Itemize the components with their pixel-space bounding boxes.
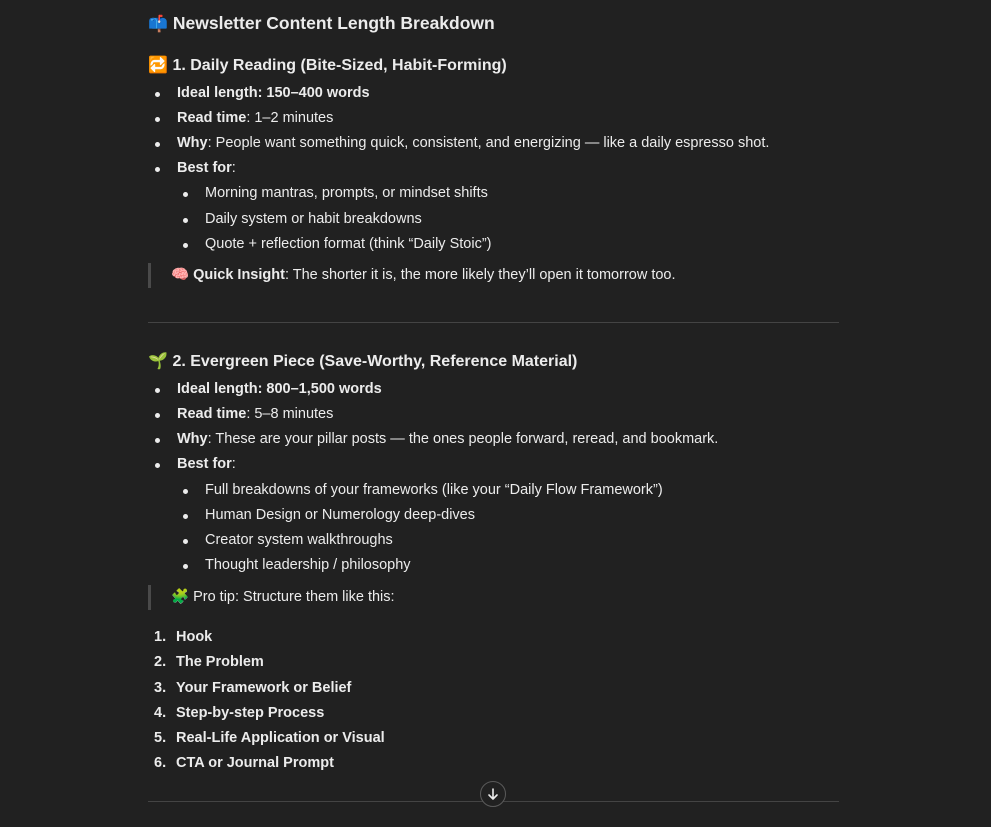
list-item-label: Why: [177, 431, 208, 447]
list-item-label: Why: [177, 135, 208, 151]
list-item-label: Ideal length: 800–1,500 words: [177, 381, 382, 397]
list-number: 4.: [154, 705, 167, 721]
list-item: [177, 160, 236, 176]
seedling-icon: 🌱: [148, 353, 168, 370]
sub-list-item: Daily system or habit breakdowns: [205, 211, 422, 227]
puzzle-icon: 🧩: [171, 589, 190, 605]
quote-body: Pro tip: Structure them like this:: [193, 589, 395, 605]
section-1-heading-text: 1. Daily Reading (Bite-Sized, Habit-Forming): [172, 57, 507, 74]
list-item-text: Hook: [176, 629, 213, 645]
list-number: 5.: [154, 730, 167, 746]
list-item: [177, 381, 382, 397]
list-number: 1.: [154, 629, 167, 645]
sub-list-item: Creator system walkthroughs: [205, 532, 393, 548]
page-title-text: Newsletter Content Length Breakdown: [172, 13, 495, 33]
scroll-to-bottom-button[interactable]: [480, 781, 506, 807]
blockquote: [148, 263, 751, 288]
list-number: 6.: [154, 755, 167, 771]
blockquote: [148, 585, 751, 610]
section-2-heading-text: 2. Evergreen Piece (Save-Worthy, Reference Material): [172, 353, 578, 370]
list-item-text: Your Framework or Belief: [176, 680, 352, 696]
list-item-text: Real-Life Application or Visual: [176, 730, 385, 746]
blockquote-text: [171, 588, 395, 605]
ordered-list-item: [148, 730, 385, 746]
list-item: [177, 110, 333, 126]
ordered-list-item: [148, 629, 212, 645]
ordered-list-item: [148, 654, 264, 670]
list-item: [177, 406, 333, 422]
sub-list-item: Quote + reflection format (think “Daily Stoic”): [205, 236, 492, 252]
divider: [148, 322, 839, 323]
list-item-text: : 1–2 minutes: [246, 110, 334, 126]
quote-body: : The shorter it is, the more likely they’ll open it tomorrow too.: [284, 267, 676, 283]
quote-label: Quick Insight: [193, 267, 285, 283]
list-number: 3.: [154, 680, 167, 696]
list-item-label: Best for: [177, 456, 232, 472]
sub-list-item: Morning mantras, prompts, or mindset shifts: [205, 185, 488, 201]
list-item-label: Read time: [177, 406, 247, 422]
list-item-label: Best for: [177, 160, 232, 176]
list-item-label: Ideal length: 150–400 words: [177, 85, 370, 101]
list-number: 2.: [154, 654, 167, 670]
list-item-text: : These are your pillar posts — the ones people forward, reread, and bookmark.: [207, 431, 719, 447]
page-title: [148, 13, 495, 34]
list-item: [177, 85, 370, 101]
repeat-icon: 🔁: [148, 57, 168, 74]
list-item-text: : People want something quick, consistent, and energizing — like a daily espresso shot.: [207, 135, 770, 151]
ordered-list-item: [148, 755, 334, 771]
sub-list-item: Thought leadership / philosophy: [205, 557, 411, 573]
section-1-heading: [148, 55, 507, 75]
arrow-down-icon: [486, 787, 500, 801]
list-item-label: Read time: [177, 110, 247, 126]
list-item: [177, 456, 236, 472]
list-item: [177, 431, 718, 447]
section-2-heading: [148, 351, 577, 371]
list-item-text: :: [231, 160, 236, 176]
list-item-text: : 5–8 minutes: [246, 406, 334, 422]
list-item-text: The Problem: [176, 654, 264, 670]
list-item-text: CTA or Journal Prompt: [176, 755, 334, 771]
list-item-text: Step-by-step Process: [176, 705, 325, 721]
sub-list-item: Human Design or Numerology deep-dives: [205, 507, 475, 523]
ordered-list-item: [148, 705, 324, 721]
brain-icon: 🧠: [171, 267, 190, 283]
list-item: [177, 135, 769, 151]
list-item-text: :: [231, 456, 236, 472]
blockquote-text: [171, 266, 676, 283]
sub-list-item: Full breakdowns of your frameworks (like your “Daily Flow Framework”): [205, 482, 663, 498]
ordered-list-item: [148, 680, 351, 696]
mailbox-icon: 📫: [148, 16, 168, 33]
